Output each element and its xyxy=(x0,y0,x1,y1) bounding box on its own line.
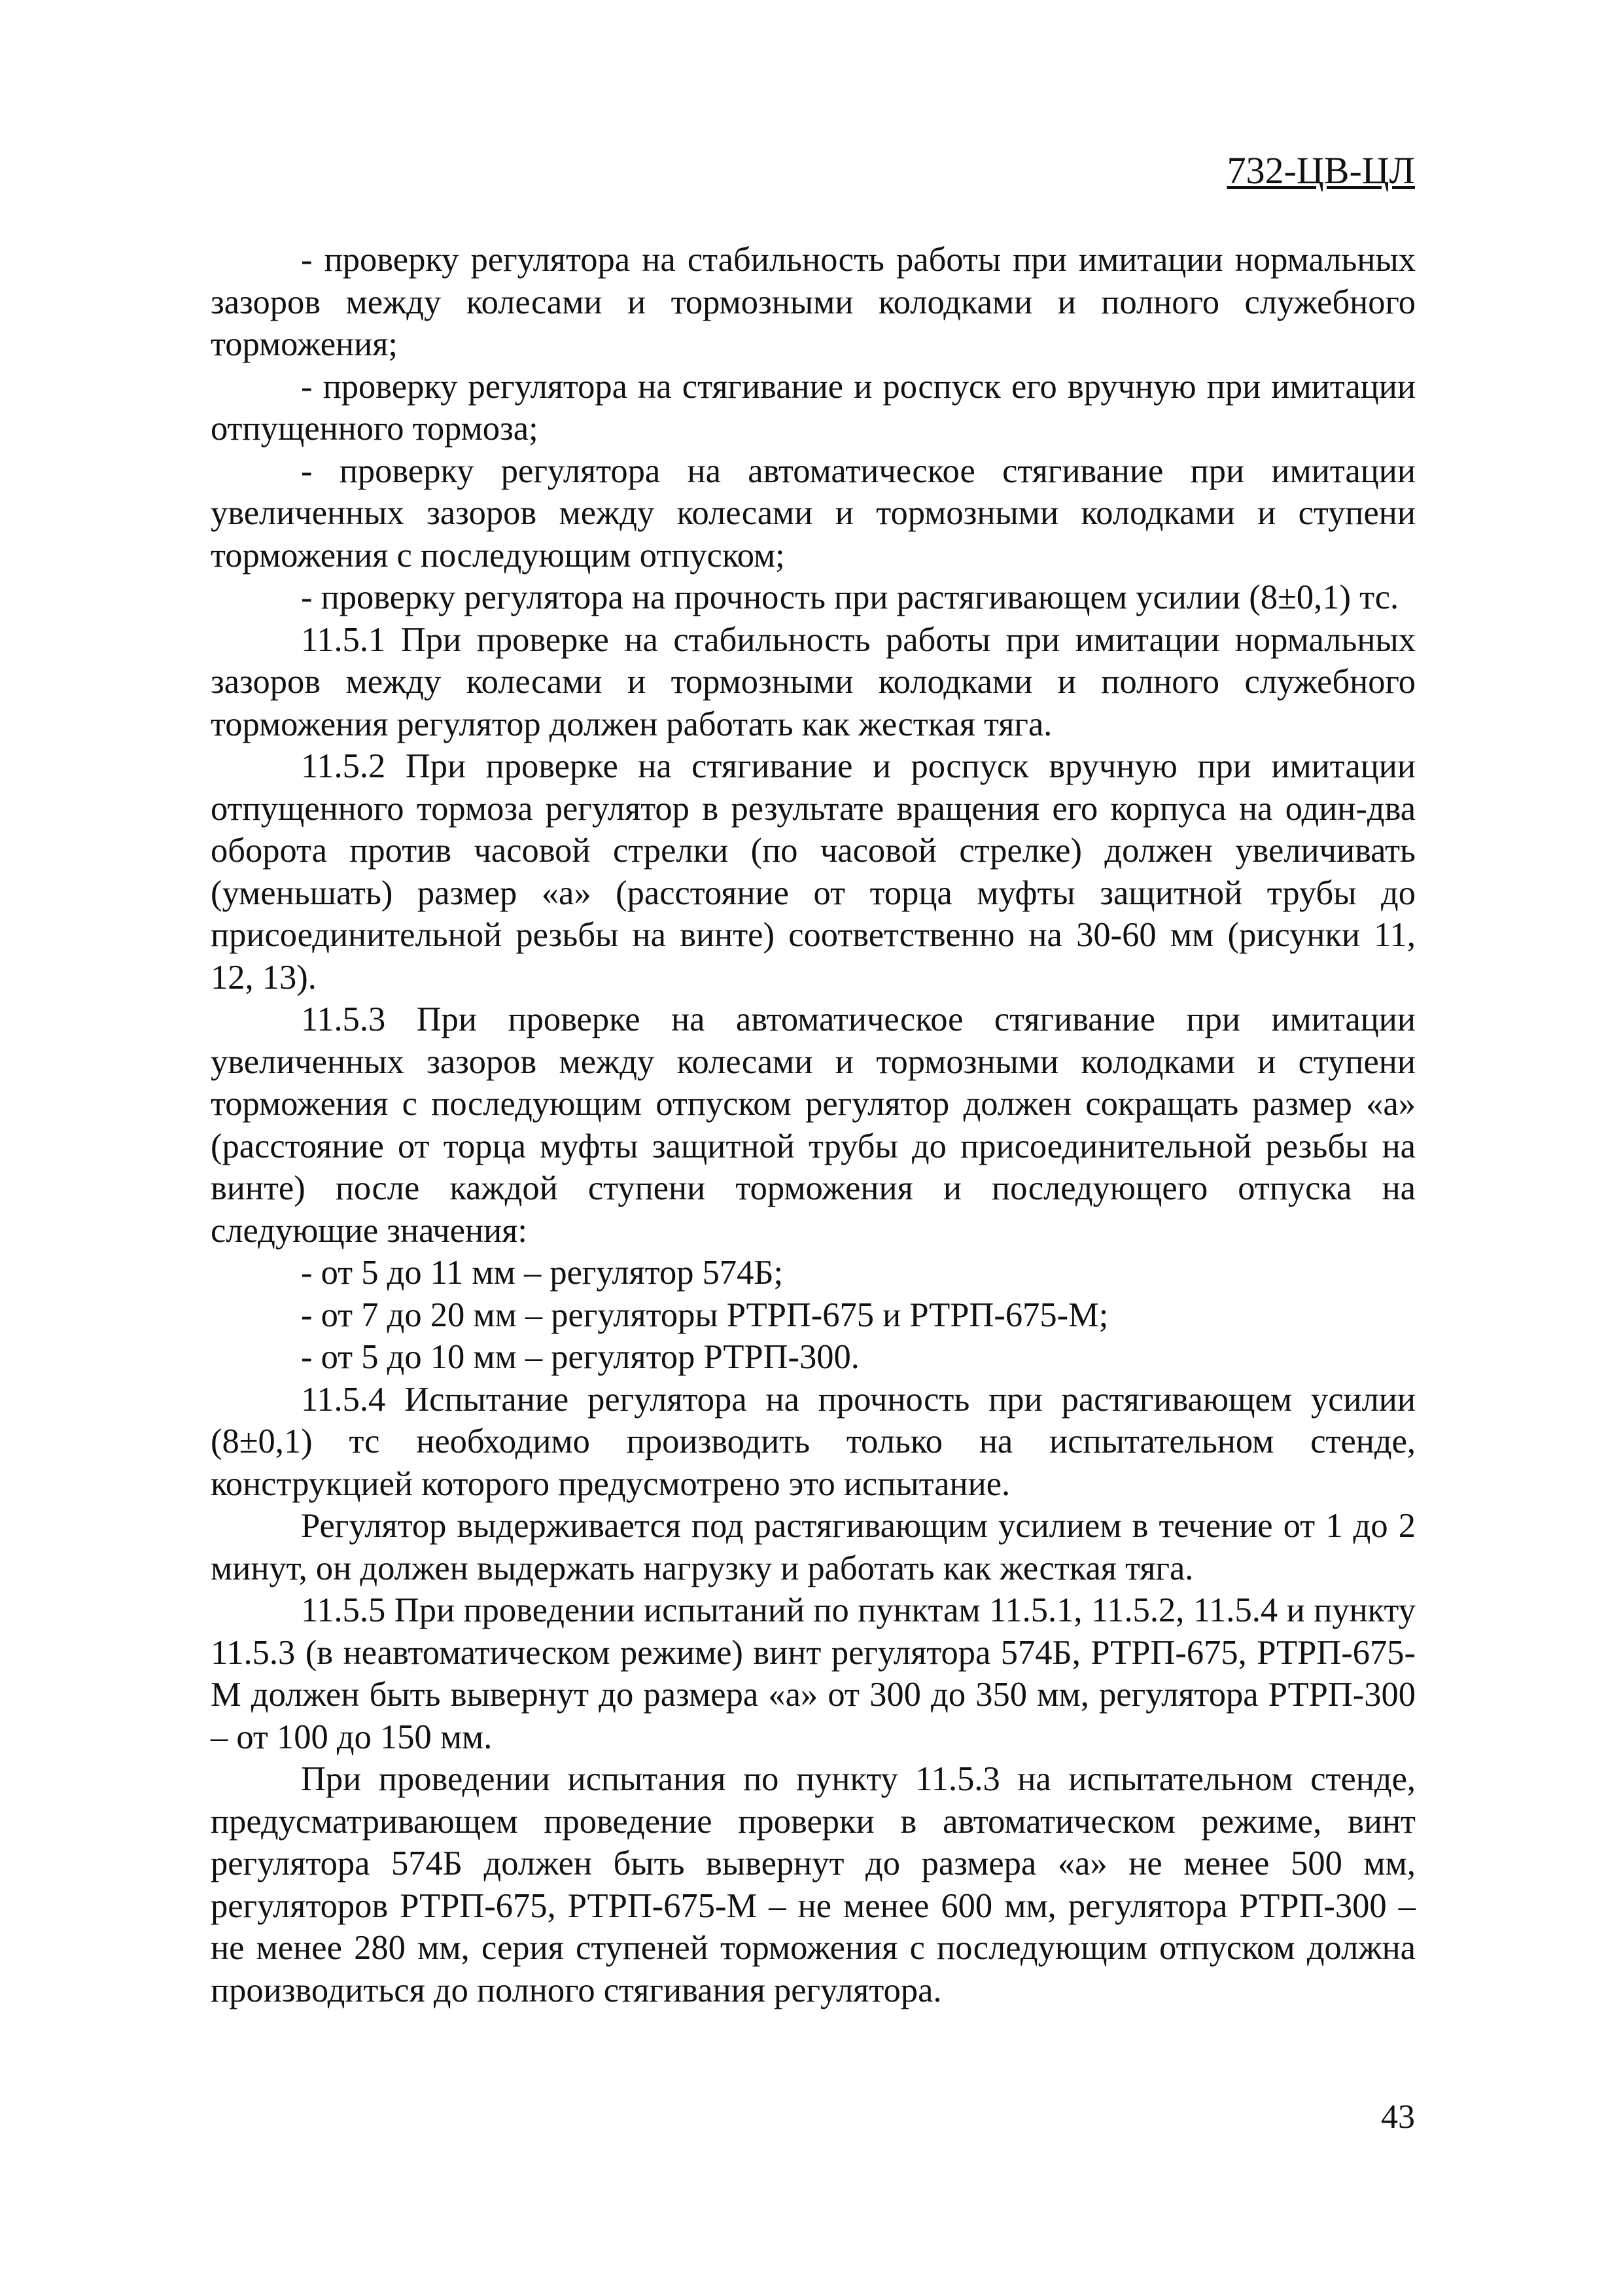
paragraph: 11.5.4 Испытание регулятора на прочность при растягивающем усилии (8±0,1) тс необходимо производить только на испытательном стенде, конструкцией которого предусмотрено это испытание. xyxy=(211,1380,1416,1503)
paragraph: - от 7 до 20 мм – регуляторы РТРП-675 и РТРП-675-М; xyxy=(301,1296,1109,1334)
paragraph: - от 5 до 10 мм – регулятор РТРП-300. xyxy=(301,1338,860,1376)
paragraph: 11.5.2 При проверке на стягивание и роспуск вручную при имитации отпущенного тормоза регулятор в результате вращения его корпуса на один-два оборота против часовой стрелки (по часовой стрелке) должен увеличивать (уменьшать) размер «а» (расстояние от торца муфты защитной трубы до присоединительной резьбы на винте) соответственно на 30-60 мм (рисунки 11, 12, 13). xyxy=(211,747,1416,997)
paragraph: Регулятор выдерживается под растягивающим усилием в течение от 1 до 2 минут, он должен выдержать нагрузку и работать как жесткая тяга. xyxy=(211,1507,1416,1587)
document-code: 732-ЦВ-ЦЛ xyxy=(1227,149,1415,192)
paragraph: 11.5.3 При проверке на автоматическое стягивание при имитации увеличенных зазоров между колесами и тормозными колодками и ступени торможения с последующим отпуском регулятор должен сокращать размер «а» (расстояние от торца муфты защитной трубы до присоединительной резьбы на винте) после каждой ступени торможения и последующего отпуска на следующие значения: xyxy=(211,1000,1416,1250)
document-body xyxy=(211,239,1416,2011)
paragraph: - проверку регулятора на стягивание и роспуск его вручную при имитации отпущенного тормоза; xyxy=(211,367,1416,448)
paragraph: - проверку регулятора на стабильность работы при имитации нормальных зазоров между колесами и тормозными колодками и полного служебного торможения; xyxy=(211,241,1416,363)
paragraph: 11.5.5 При проведении испытаний по пунктам 11.5.1, 11.5.2, 11.5.4 и пункту 11.5.3 (в неавтоматическом режиме) винт регулятора 574Б, РТРП-675, РТРП-675-М должен быть вывернут до размера «а» от 300 до 350 мм, регулятора РТРП-300 – от 100 до 150 мм. xyxy=(211,1591,1416,1756)
paragraph: При проведении испытания по пункту 11.5.3 на испытательном стенде, предусматривающем проведение проверки в автоматическом режиме, винт регулятора 574Б должен быть вывернут до размера «а» не менее 500 мм, регуляторов РТРП-675, РТРП-675-М – не менее 600 мм, регулятора РТРП-300 – не менее 280 мм, серия ступеней торможения с последующим отпуском должна производиться до полного стягивания регулятора. xyxy=(211,1760,1416,2009)
paragraph: 11.5.1 При проверке на стабильность работы при имитации нормальных зазоров между колесами и тормозными колодками и полного служебного торможения регулятор должен работать как жесткая тяга. xyxy=(211,620,1416,743)
paragraph: - проверку регулятора на прочность при растягивающем усилии (8±0,1) тс. xyxy=(301,578,1399,616)
paragraph: - от 5 до 11 мм – регулятор 574Б; xyxy=(301,1254,784,1292)
paragraph: - проверку регулятора на автоматическое стягивание при имитации увеличенных зазоров между колесами и тормозными колодками и ступени торможения с последующим отпуском; xyxy=(211,451,1416,574)
page-number: 43 xyxy=(1381,2098,1415,2136)
